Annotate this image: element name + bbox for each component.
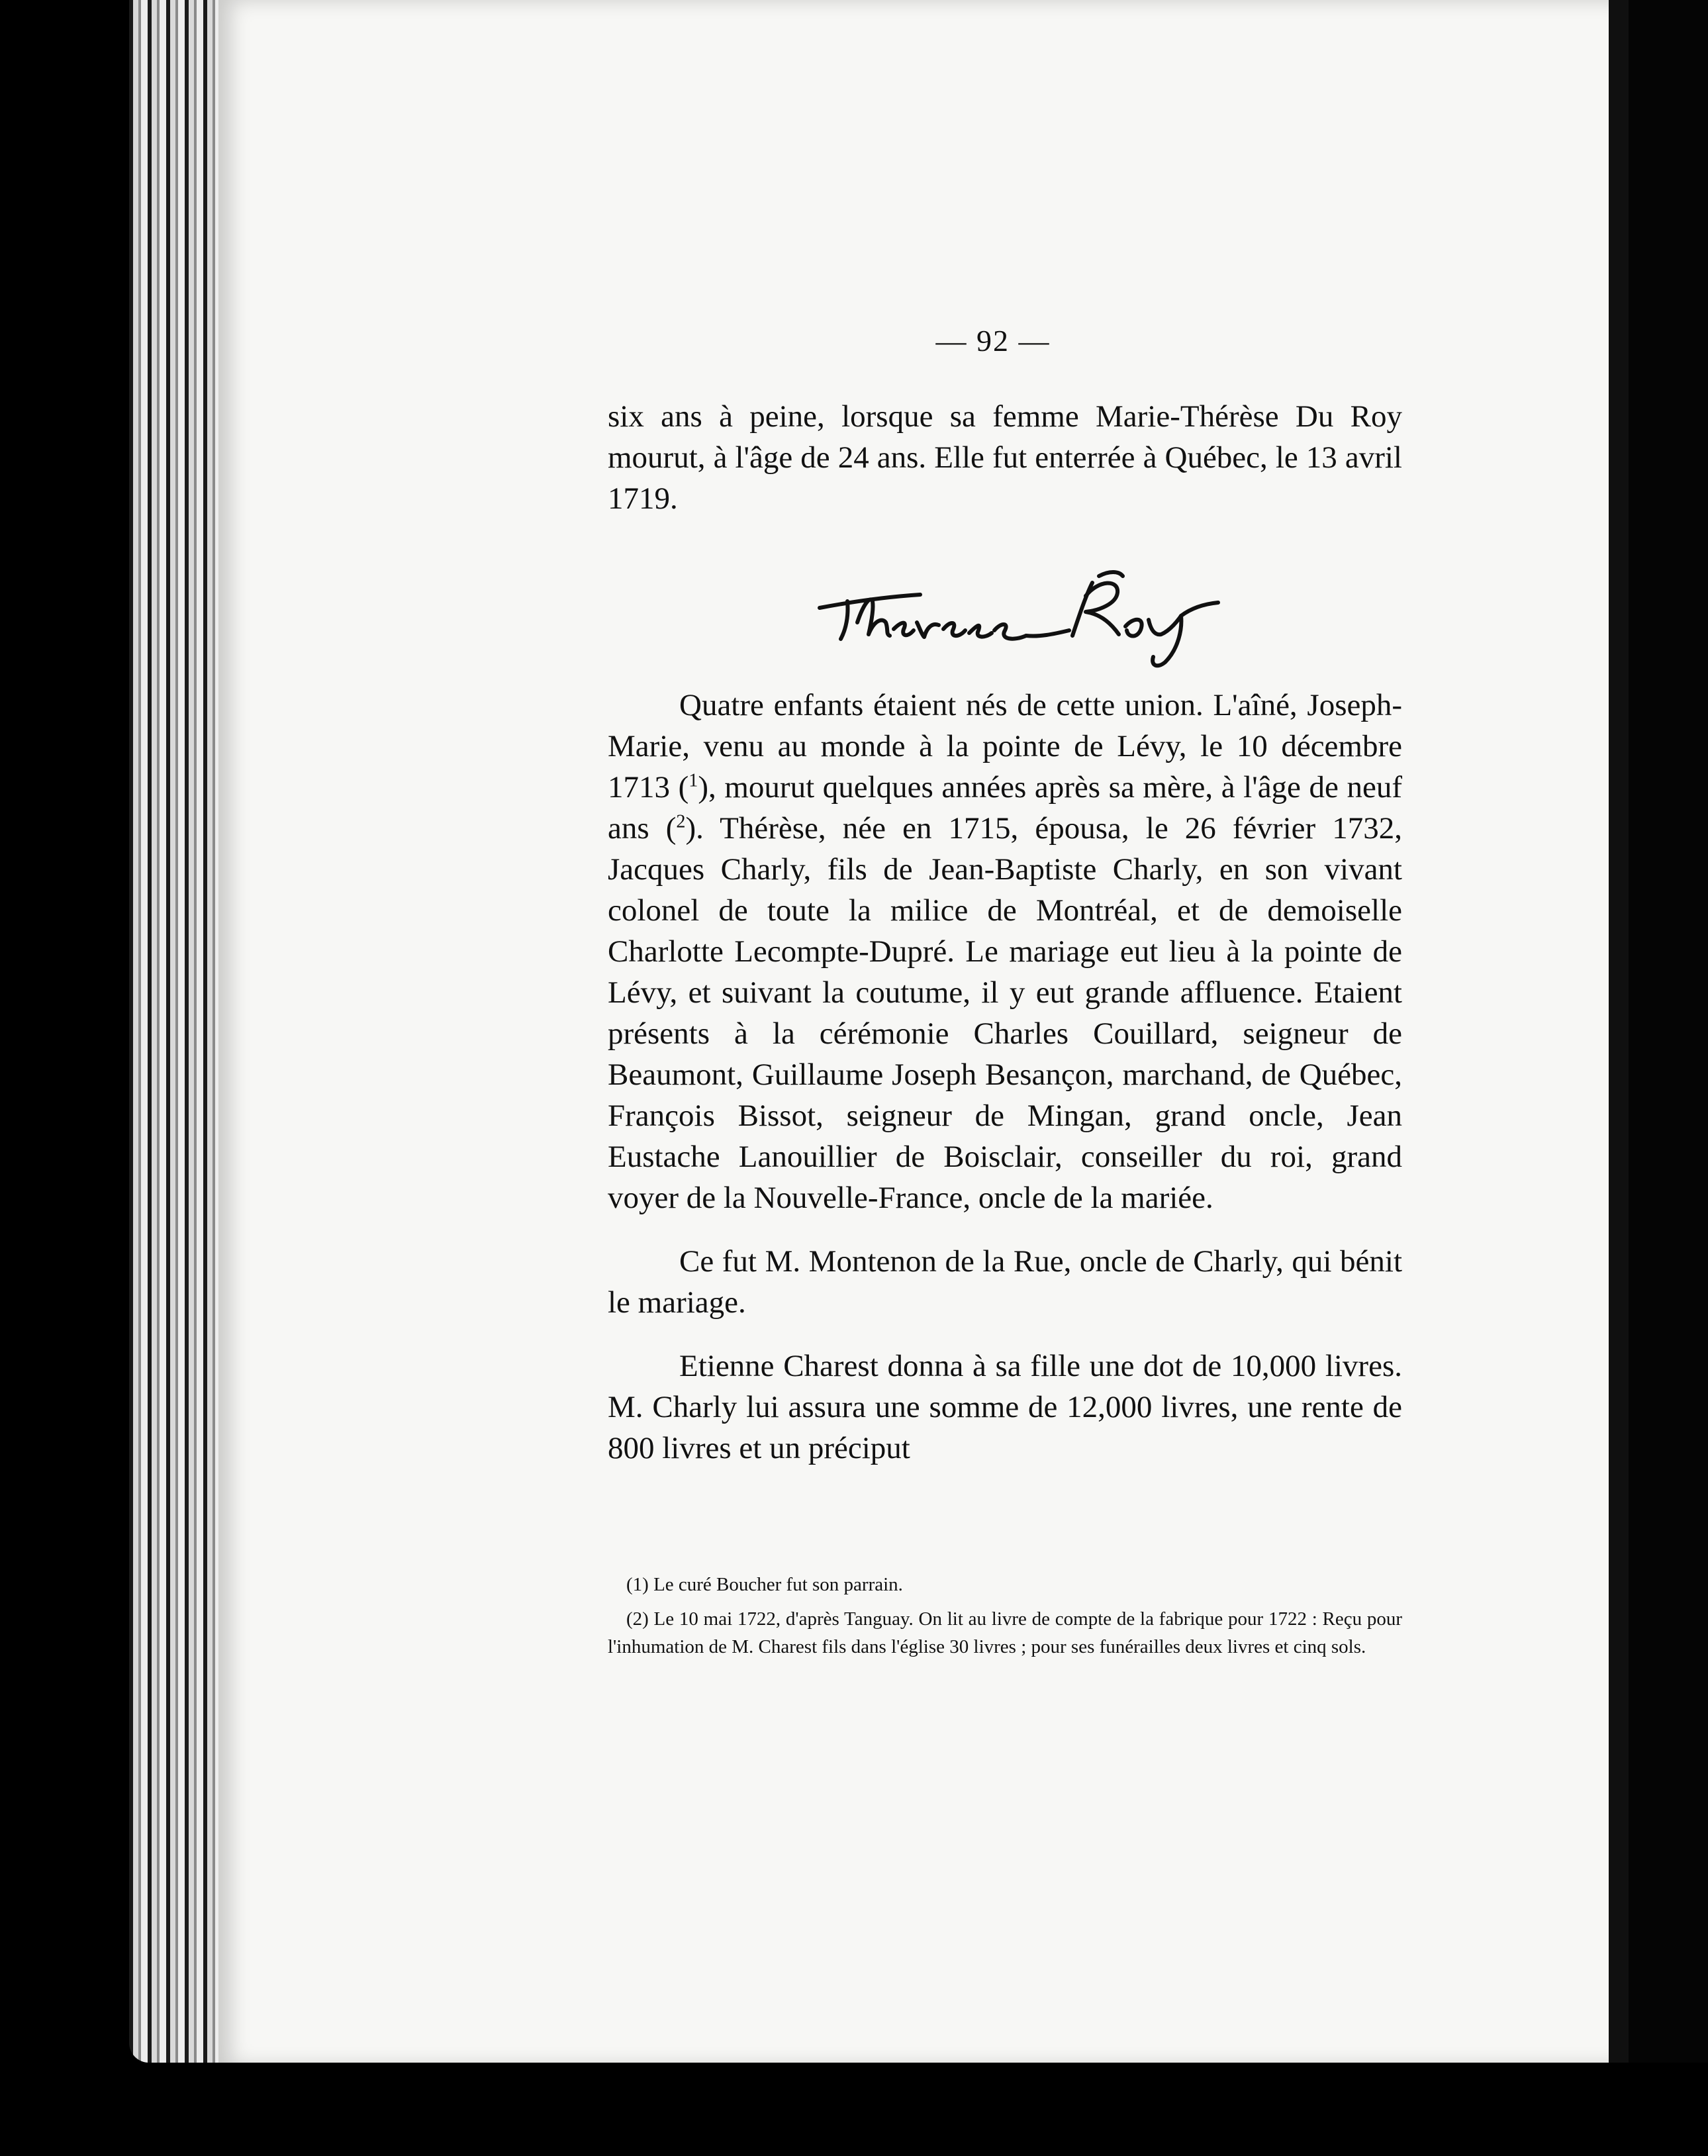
paragraph-2-part-b: ), mourut quelques années après sa mère, à l'âge de neuf ans ( [608,770,1403,846]
paragraph-3: Ce fut M. Montenon de la Rue, oncle de Charly, qui bénit le mariage. [608,1244,1402,1320]
page-right-edge [1609,0,1629,2156]
footnote-ref-1: 1 [688,770,698,791]
paragraph-2-part-a: Quatre enfants étaient nés de cette union. L'aîné, Joseph-Marie, venu au monde à la pointe de Lévy, le 10 décembre 1713 ( [608,688,1402,805]
footnote-1: (1) Le curé Boucher fut son parrain. [626,1574,903,1595]
signature-icon [808,556,1231,669]
body-text-continued [608,685,1402,1469]
paragraph-4: Etienne Charest donna à sa fille une dot de 10,000 livres. M. Charly lui assura une somme de 12,000 livres, une rente de 800 livres et un préciput [608,1349,1402,1465]
paragraph-1: six ans à peine, lorsque sa femme Marie-Thérèse Du Roy mourut, à l'âge de 24 ans. Elle fut enterrée à Québec, le 13 avril 1719. [608,399,1402,516]
body-text [608,396,1402,519]
footnote-2: (2) Le 10 mai 1722, d'après Tanguay. On lit au livre de compte de la fabrique pour 1722 : Reçu pour l'inhumation de M. Charest fils dans l'église 30 livres ; pour ses funérailles deux livres et cinq sols. [608,1608,1402,1657]
signature-image [808,556,1231,669]
paragraph-2 [608,685,1402,1218]
page-number: — 92 — [935,324,1051,358]
footnote-ref-2: 2 [676,811,686,832]
paragraph-2-part-c: ). Thérèse, née en 1715, épousa, le 26 février 1732, Jacques Charly, fils de Jean-Baptiste Charly, en son vivant colonel de toute la milice de Montréal, et de demoiselle Charlotte Lecompte-Dupré. Le mariage eut lieu à la pointe de Lévy, et suivant la coutume, il y eut grande affluence. Etaient présents à la cérémonie Charles Couillard, seigneur de Beaumont, Guillaume Joseph Besançon, marchand, de Québec, François Bissot, seigneur de Mingan, grand oncle, Jean Eustache Lanouillier de Boisclair, conseiller du roi, grand voyer de la Nouvelle-France, oncle de la mariée. [608,811,1402,1215]
footnotes [608,1571,1402,1667]
scan-right-border [1629,0,1708,2156]
scan-bottom-border [0,2063,1708,2156]
